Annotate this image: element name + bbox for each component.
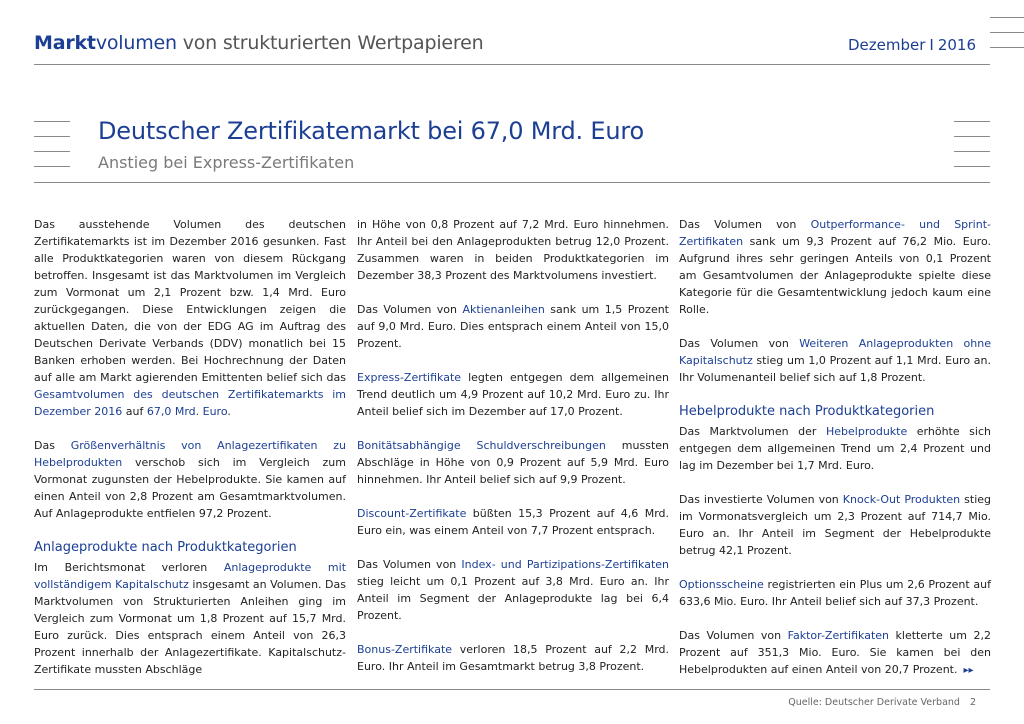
link-aktienanleihen[interactable]: Aktienanleihen — [462, 303, 545, 316]
title-bold: Markt — [34, 32, 96, 54]
paragraph — [357, 437, 669, 488]
paragraph — [679, 335, 991, 386]
deco-line — [954, 121, 990, 122]
text: Im Berichtsmonat verloren — [34, 561, 224, 574]
link-optionsscheine[interactable]: Optionsscheine — [679, 578, 764, 591]
link-knockout[interactable]: Knock-Out Produkten — [842, 493, 961, 506]
link-volume-value[interactable]: 67,0 Mrd. Euro — [146, 405, 228, 418]
text: Das Marktvolumen der — [679, 425, 826, 438]
link-express[interactable]: Express-Zertifikate — [357, 371, 462, 384]
deco-line — [954, 136, 990, 137]
text: Das investierte Volumen von — [679, 493, 843, 506]
deco-line — [990, 47, 1024, 48]
text: insgesamt an Volumen. Das Marktvolumen von Strukturierten Anleihen ging im Vergleich zum Vormonat um 1,8 Prozent auf 15,7 Mrd. Euro zurück. Dies entsprach einem Anteil von 26,3 Prozent innerhalb der Anlagezertifikate. Kapitalschutz-Zertifikate mussten Abschläge — [34, 578, 347, 676]
text: . — [227, 405, 231, 418]
link-hebelprodukte[interactable]: Hebelprodukte — [826, 425, 908, 438]
text: Das — [34, 439, 71, 452]
text: büßten 15,3 Prozent auf 4,6 Mrd. Euro ein, was einem Anteil von 7,7 Prozent entsprach. — [357, 507, 669, 537]
text: sank um 9,3 Prozent auf 76,2 Mio. Euro. Aufgrund ihres sehr geringen Anteils von 0,1 Prozent am Gesamtvolumen der Anlageprodukte spielte diese Kategorie für die Gesamtentwicklung jedoch kaum eine Rolle. — [679, 235, 991, 316]
report-title — [34, 32, 483, 54]
paragraph — [679, 627, 991, 679]
deco-line — [34, 136, 70, 137]
column-3 — [679, 216, 991, 696]
link-discount[interactable]: Discount-Zertifikate — [357, 507, 467, 520]
date-separator: I — [929, 36, 934, 54]
link-outperformance[interactable]: Outperformance- und Sprint-Zertifikaten — [679, 218, 991, 248]
link-faktor[interactable]: Faktor-Zertifikaten — [787, 629, 890, 642]
next-page-icon[interactable]: ▸▸ — [963, 665, 974, 676]
text: Das Volumen von — [357, 303, 463, 316]
paragraph — [34, 216, 346, 420]
text: verloren 18,5 Prozent auf 2,2 Mrd. Euro. Ihr Anteil im Gesamtmarkt betrug 3,8 Prozent. — [357, 643, 669, 673]
text: Das Volumen von — [679, 337, 800, 350]
link-kapitalschutz[interactable]: Anlageprodukte mit vollständigem Kapitalschutz — [34, 561, 347, 591]
deco-line — [954, 151, 990, 152]
paragraph — [357, 505, 669, 539]
title-blue: volumen — [95, 32, 177, 54]
page-number: 2 — [969, 697, 976, 708]
link-gesamtvolumen[interactable]: Gesamtvolumen des deutschen Zertifikatemarkts im Dezember 2016 — [34, 388, 346, 418]
paragraph — [679, 491, 991, 559]
paragraph — [679, 576, 991, 610]
text: verschob sich im Vergleich zum Vormonat zugunsten der Hebelprodukte. Sie kamen auf einen Anteil von 2,8 Prozent am Gesamtmarktvolumen. Auf Anlageprodukte entfielen 97,2 Prozent. — [34, 456, 346, 520]
deco-line — [990, 17, 1024, 18]
text: stieg im Vormonatsvergleich um 2,3 Prozent auf 714,7 Mio. Euro an. Ihr Anteil im Segment der Hebelprodukte betrug 42,1 Prozent. — [679, 493, 991, 557]
text: Das Volumen von — [679, 218, 811, 231]
column-2 — [357, 216, 669, 692]
link-bonitaet[interactable]: Bonitätsabhängige Schuldverschreibungen — [357, 439, 606, 452]
link-groessenverhaeltnis[interactable]: Größenverhältnis von Anlagezertifikaten zu Hebelprodukten — [34, 439, 346, 469]
text: stieg leicht um 0,1 Prozent auf 3,8 Mrd. Euro an. Ihr Anteil im Segment der Anlageprodukte lag bei 6,4 Prozent. — [357, 575, 669, 622]
text: Das ausstehende Volumen des deutschen Zertifikatemarkts ist im Dezember 2016 gesunken. Fast alle Produktkategorien waren von diesem Rückgang betroffen. Insgesamt ist das Marktvolumen im Vergleich zum Vormonat um 2,1 Prozent bzw. 1,4 Mrd. Euro zurückgegangen. Diese Entwicklungen zeigen die aktuellen Daten, die von der EDG AG im Auftrag des Deutschen Derivate Verbands (DDV) monatlich bei 15 Banken erhoben werden. Bei Hochrechnung der Daten auf alle am Markt agierenden Emittenten belief sich das — [34, 218, 346, 384]
paragraph — [34, 559, 346, 678]
report-date — [848, 36, 976, 54]
paragraph — [357, 301, 669, 352]
headline-rule — [34, 182, 990, 183]
paragraph — [357, 641, 669, 675]
text: registrierten ein Plus um 2,6 Prozent auf 633,6 Mio. Euro. Ihr Anteil belief sich auf 37,3 Prozent. — [679, 578, 991, 608]
text: Das Volumen von — [357, 558, 462, 571]
year: 2016 — [937, 36, 976, 54]
title-rest: von strukturierten Wertpapieren — [176, 32, 484, 54]
month: Dezember — [847, 36, 926, 54]
section-heading: Anlageprodukte nach Produktkategorien — [34, 540, 297, 555]
paragraph — [357, 369, 669, 420]
deco-line — [34, 121, 70, 122]
column-1 — [34, 216, 346, 695]
paragraph — [679, 216, 991, 318]
paragraph — [34, 437, 346, 522]
headline: Deutscher Zertifikatemarkt bei 67,0 Mrd. Euro — [98, 117, 644, 145]
header-rule — [34, 64, 990, 65]
footer — [788, 697, 976, 708]
deco-line — [954, 166, 990, 167]
link-bonus[interactable]: Bonus-Zertifikate — [357, 643, 453, 656]
source-note: Quelle: Deutscher Derivate Verband — [788, 697, 960, 708]
text: sank um 1,5 Prozent auf 9,0 Mrd. Euro. Dies entsprach einem Anteil von 15,0 Prozent. — [357, 303, 669, 350]
paragraph — [357, 216, 669, 284]
text: erhöhte sich entgegen dem allgemeinen Trend um 2,4 Prozent und lag im Dezember bei 1,7 Mrd. Euro. — [679, 425, 991, 472]
text: stieg um 1,0 Prozent auf 1,1 Mrd. Euro an. Ihr Volumenanteil belief sich auf 1,8 Prozent. — [679, 354, 991, 384]
text: legten entgegen dem allgemeinen Trend deutlich um 4,9 Prozent auf 10,2 Mrd. Euro zu. Ihr Anteil belief sich im Dezember auf 17,0 Prozent. — [357, 371, 669, 418]
deco-line — [990, 32, 1024, 33]
paragraph — [357, 556, 669, 624]
text: mussten Abschläge in Höhe von 0,9 Prozent auf 5,9 Mrd. Euro hinnehmen. Ihr Anteil belief sich auf 9,9 Prozent. — [357, 439, 669, 486]
link-weitere[interactable]: Weiteren Anlageprodukten ohne Kapitalschutz — [679, 337, 991, 367]
text: Das Volumen von — [679, 629, 788, 642]
subheadline: Anstieg bei Express-Zertifikaten — [98, 153, 355, 172]
link-index[interactable]: Index- und Partizipations-Zertifikaten — [461, 558, 670, 571]
text: auf — [122, 405, 147, 418]
section-heading: Hebelprodukte nach Produktkategorien — [679, 404, 935, 419]
deco-line — [34, 151, 70, 152]
text: in Höhe von 0,8 Prozent auf 7,2 Mrd. Euro hinnehmen. Ihr Anteil bei den Anlageprodukten betrug 12,0 Prozent. Zusammen waren in beiden Produktkategorien im Dezember 38,3 Prozent des Marktvolumens investiert. — [357, 218, 669, 282]
footer-rule — [34, 689, 990, 690]
paragraph — [679, 423, 991, 474]
text: kletterte um 2,2 Prozent auf 351,3 Mio. Euro. Sie kamen bei den Hebelprodukten auf einen Anteil von 20,7 Prozent. — [679, 629, 991, 676]
deco-line — [34, 166, 70, 167]
